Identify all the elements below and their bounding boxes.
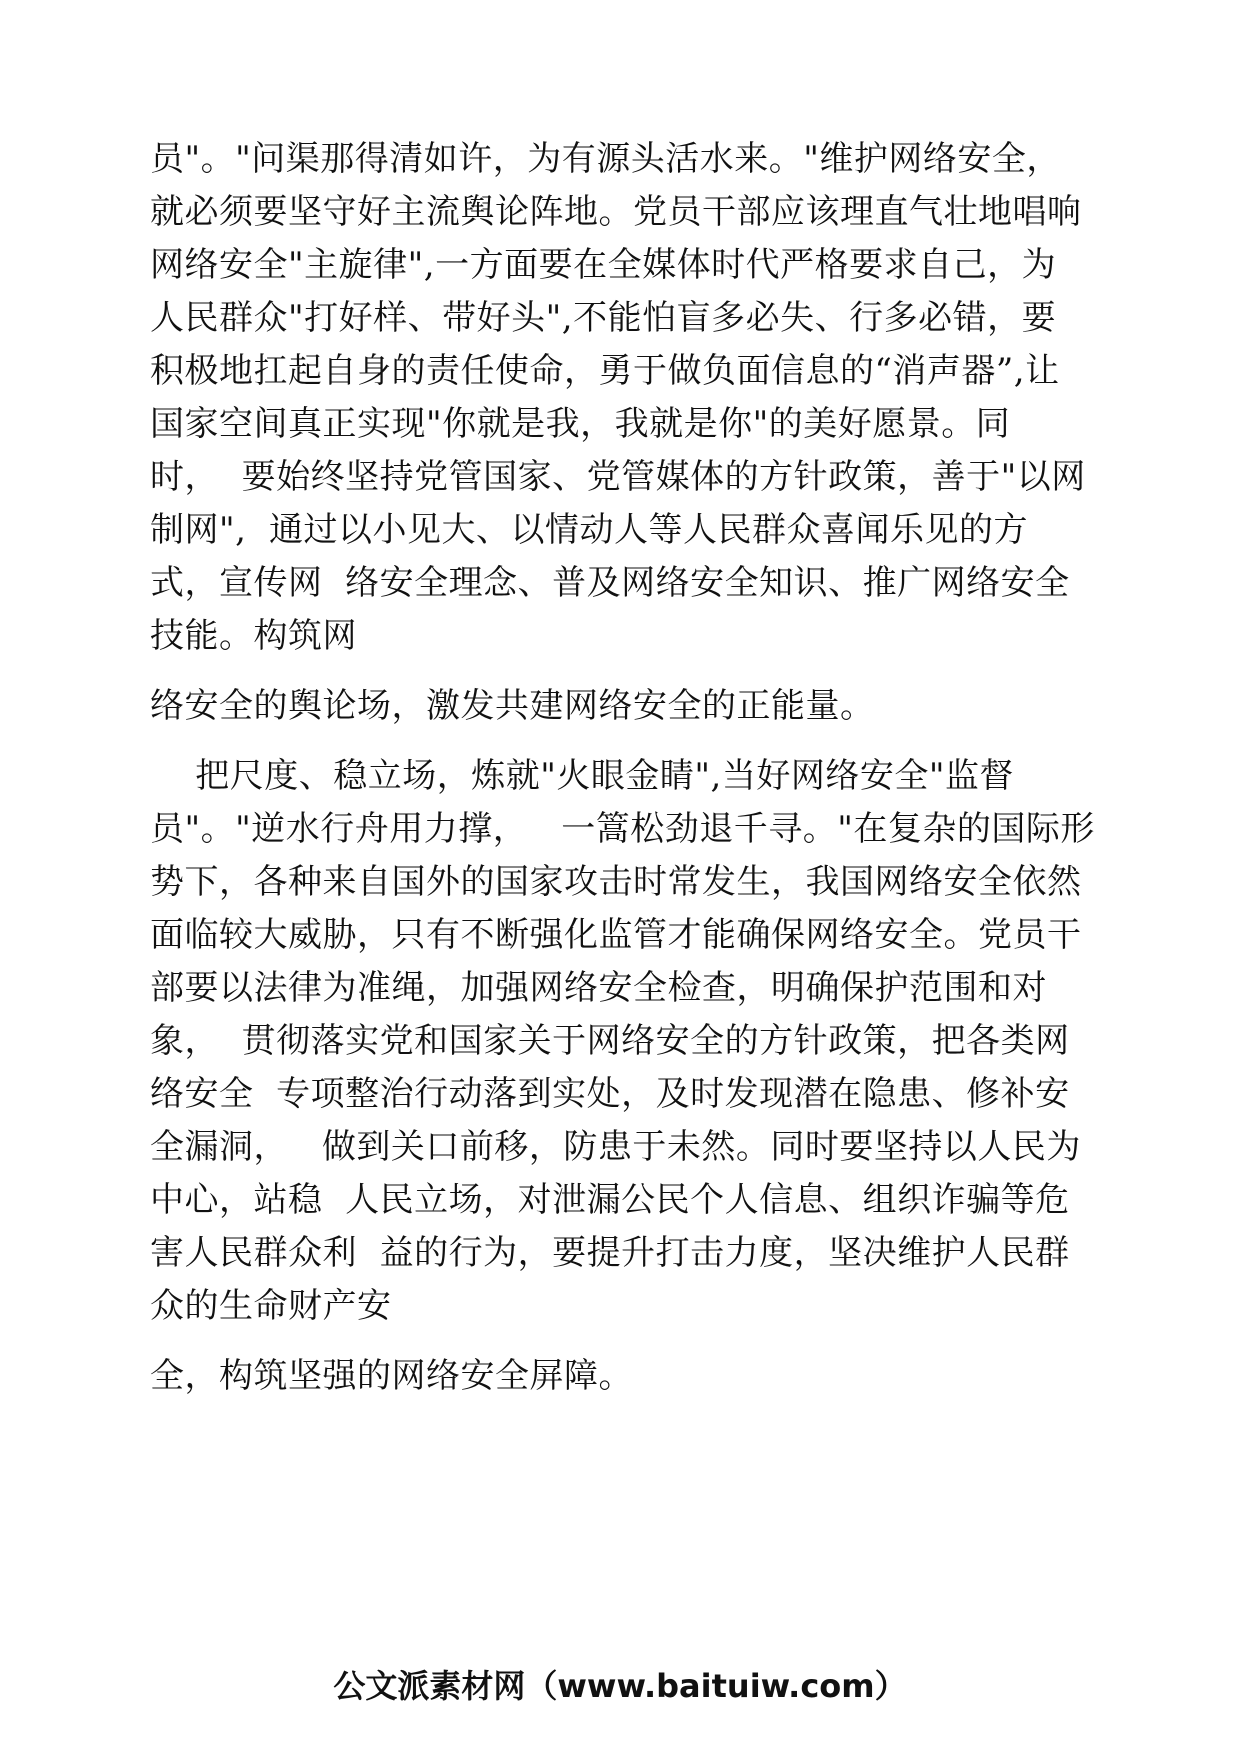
body-line: 中心，站稳 人民立场，对泄漏公民个人信息、组织诈骗等危: [150, 1180, 1070, 1220]
body-line: 员"。"问渠那得清如许，为有源头活水来。"维护网络安全，: [150, 139, 1061, 179]
body-line: 象， 贯彻落实党和国家关于网络安全的方针政策，把各类网: [150, 1021, 1070, 1061]
body-line: 部要以法律为准绳，加强网络安全检查，明确保护范围和对: [150, 968, 1047, 1008]
body-line: 员"。"逆水行舟用力撑， 一篙松劲退千寻。"在复杂的国际形: [150, 809, 1095, 849]
body-line: 络安全 专项整治行动落到实处，及时发现潜在隐患、修补安: [150, 1074, 1070, 1114]
body-line: 时， 要始终坚持党管国家、党管媒体的方针政策，善于"以网: [150, 457, 1086, 497]
body-line: 制网", 通过以小见大、以情动人等人民群众喜闻乐见的方: [150, 510, 1029, 550]
body-line: 络安全的舆论场，激发共建网络安全的正能量。: [150, 686, 875, 726]
body-line: 式，宣传网 络安全理念、普及网络安全知识、推广网络安全: [150, 563, 1070, 603]
body-line: 全，构筑坚强的网络安全屏障。: [150, 1356, 633, 1396]
body-line: 众的生命财产安: [150, 1286, 392, 1326]
body-line: 把尺度、稳立场，炼就"火眼金睛",当好网络安全"监督: [150, 756, 1014, 796]
body-line: 面临较大威胁，只有不断强化监管才能确保网络安全。党员干: [150, 915, 1082, 955]
page-footer: 公文派素材网（www.baituiw.com）: [333, 1667, 907, 1705]
body-line: 技能。构筑网: [150, 616, 357, 656]
body-line: 网络安全"主旋律",一方面要在全媒体时代严格要求自己，为: [150, 245, 1057, 285]
body-line: 害人民群众利 益的行为，要提升打击力度，坚决维护人民群: [150, 1233, 1070, 1273]
body-line: 就必须要坚守好主流舆论阵地。党员干部应该理直气壮地唱响: [150, 192, 1082, 232]
body-line: 国家空间真正实现"你就是我，我就是你"的美好愿景。同: [150, 404, 1011, 444]
body-line: 势下，各种来自国外的国家攻击时常发生，我国网络安全依然: [150, 862, 1082, 902]
body-line: 全漏洞， 做到关口前移，防患于未然。同时要坚持以人民为: [150, 1127, 1081, 1167]
body-line: 人民群众"打好样、带好头",不能怕盲多必失、行多必错，要: [150, 298, 1057, 338]
body-line: 积极地扛起自身的责任使命，勇于做负面信息的“消声器”,让: [150, 351, 1060, 391]
